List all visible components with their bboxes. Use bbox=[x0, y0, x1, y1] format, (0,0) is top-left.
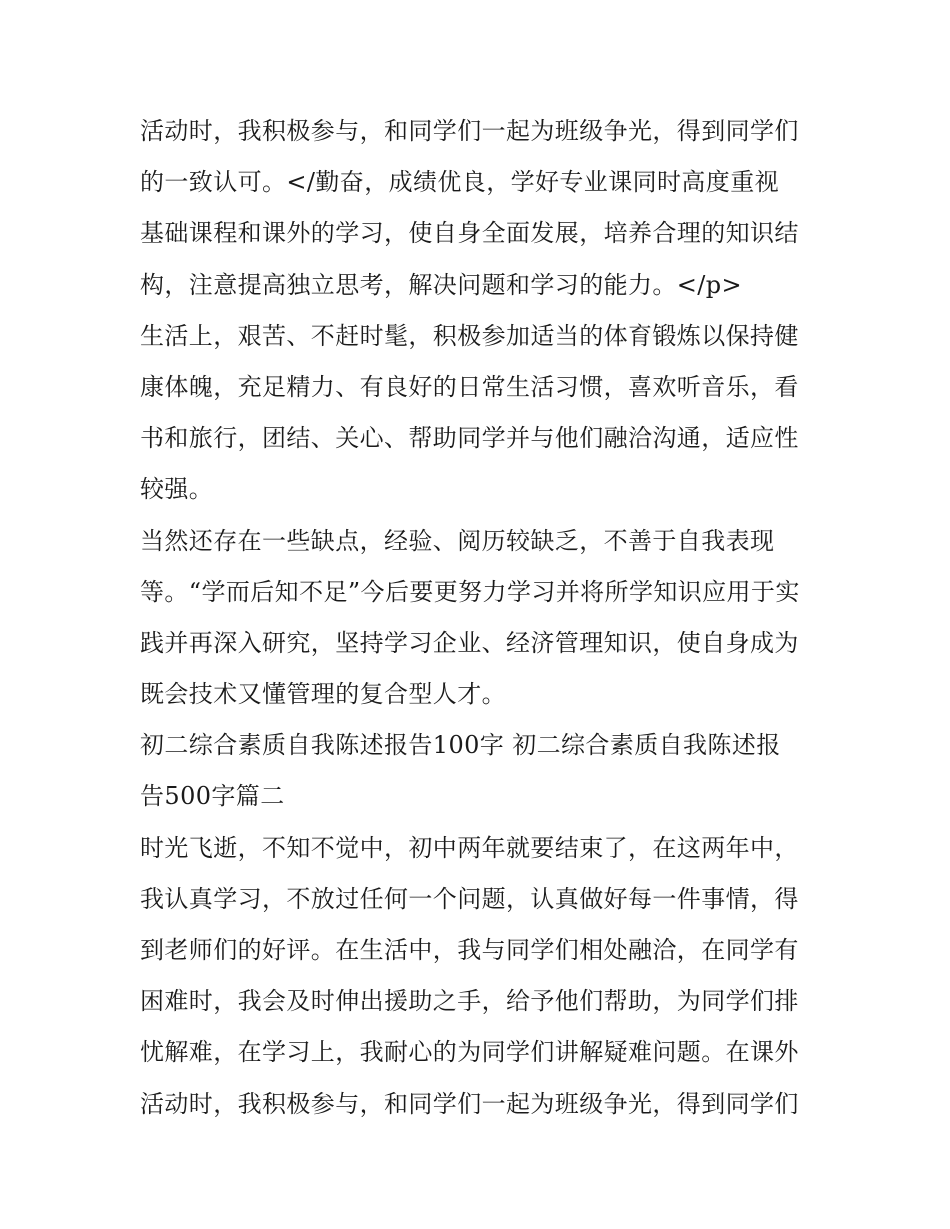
text-line: 既会技术又懂管理的复合型人才。 bbox=[140, 680, 506, 709]
text-line: 书和旅行，团结、关心、帮助同学并与他们融洽沟通，适应性 bbox=[140, 424, 799, 453]
text-line: 活动时，我积极参与，和同学们一起为班级争光，得到同学们 bbox=[140, 1089, 799, 1118]
text-line: 较强。 bbox=[140, 475, 214, 504]
section-heading-line: 告500字篇二 bbox=[140, 782, 285, 811]
text-line: 康体魄，充足精力、有良好的日常生活习惯，喜欢听音乐，看 bbox=[140, 372, 799, 401]
text-line: 基础课程和课外的学习，使自身全面发展，培养合理的知识结 bbox=[140, 219, 799, 248]
text-line: 困难时，我会及时伸出援助之手，给予他们帮助，为同学们排 bbox=[140, 987, 799, 1016]
text-line: 活动时，我积极参与，和同学们一起为班级争光，得到同学们 bbox=[140, 117, 799, 145]
document-body bbox=[140, 106, 820, 1130]
text-line: 忧解难，在学习上，我耐心的为同学们讲解疑难问题。在课外 bbox=[140, 1038, 799, 1067]
text-line: 践并再深入研究，坚持学习企业、经济管理知识，使自身成为 bbox=[140, 628, 799, 657]
section-heading-line: 初二综合素质自我陈述报告100字 初二综合素质自我陈述报 bbox=[140, 731, 781, 760]
text-line: 我认真学习，不放过任何一个问题，认真做好每一件事情，得 bbox=[140, 884, 799, 913]
text-line: 时光飞逝，不知不觉中，初中两年就要结束了，在这两年中， bbox=[140, 833, 799, 862]
text-line: 构，注意提高独立思考，解决问题和学习的能力。</p> bbox=[140, 270, 743, 299]
text-line: 到老师们的好评。在生活中，我与同学们相处融洽，在同学有 bbox=[140, 936, 799, 964]
text-line: 的一致认可。</勤奋，成绩优良，学好专业课同时高度重视 bbox=[140, 168, 779, 197]
text-line: 当然还存在一些缺点，经验、阅历较缺乏，不善于自我表现 bbox=[140, 526, 775, 555]
text-line: 等。“学而后知不足”今后要更努力学习并将所学知识应用于实 bbox=[140, 577, 800, 606]
text-line: 生活上，艰苦、不赶时髦，积极参加适当的体育锻炼以保持健 bbox=[140, 321, 799, 350]
